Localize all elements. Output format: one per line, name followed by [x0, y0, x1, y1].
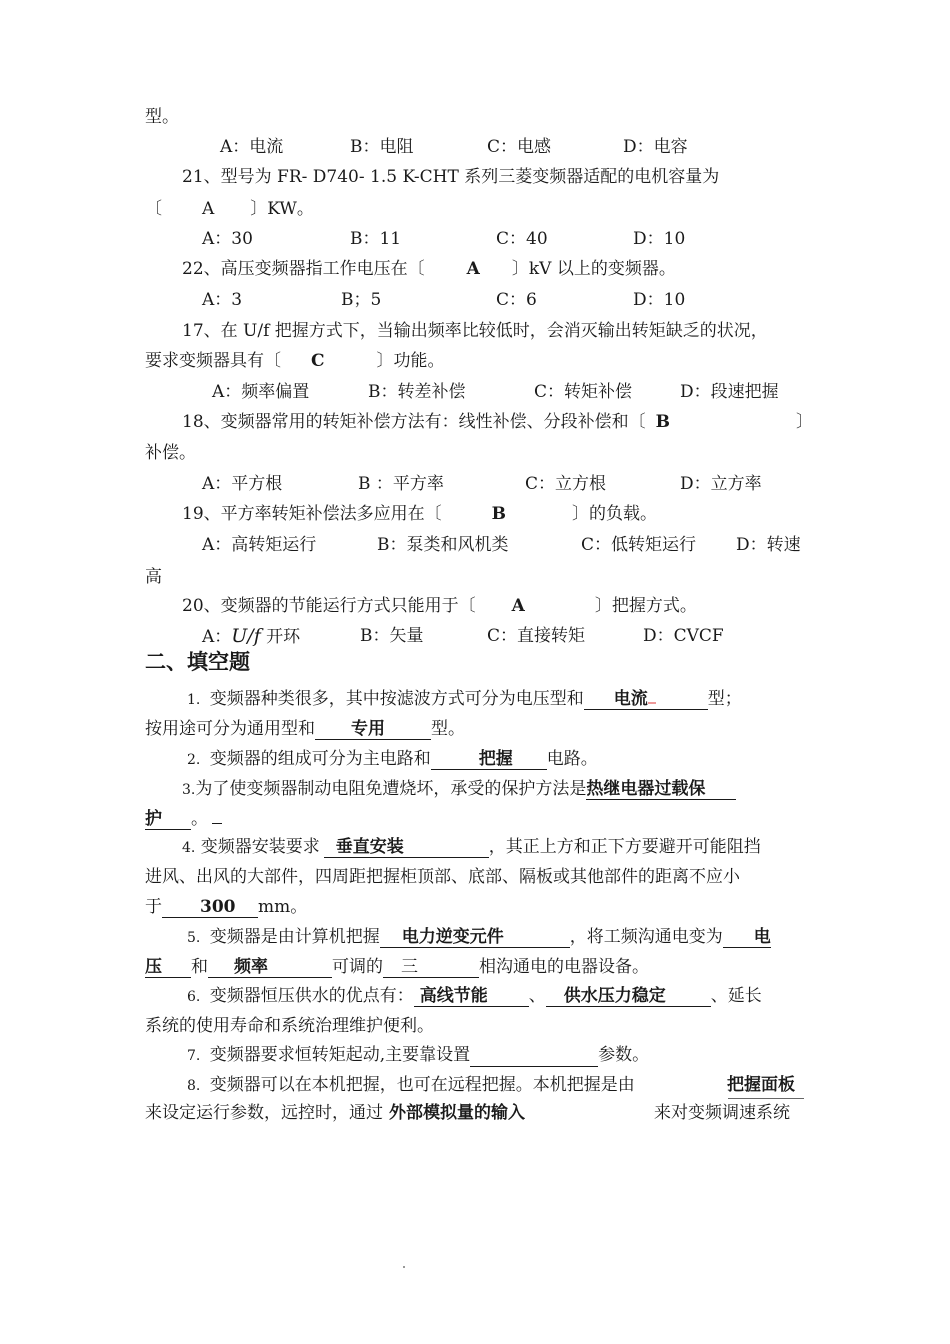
stem-prefix: 22、高压变频器指工作电压在〔 — [182, 259, 425, 279]
option-d: D：10 — [633, 290, 686, 310]
fill-6-text: 变频器恒压供水的优点有： — [209, 986, 414, 1006]
stray-underline — [212, 823, 222, 824]
fill-3-line1 — [182, 778, 736, 801]
fill-3-line2 — [145, 808, 222, 830]
option-d-wrap: 高 — [145, 567, 162, 587]
fill-5-text-2: ，将工频沟通电变为 — [569, 927, 723, 947]
fill-question-7 — [187, 1044, 649, 1067]
option-d: D：立方率 — [680, 474, 762, 494]
fill-2-text: 变频器的组成可分为主电路和 — [209, 749, 431, 769]
answer: C — [311, 351, 325, 371]
option-a: A：频率偏置 — [212, 382, 310, 402]
fill-8-line1 — [187, 1074, 635, 1097]
option-b: B：矢量 — [360, 626, 424, 646]
fill-5-text-4: 可调的 — [332, 957, 383, 977]
item-number: 1. — [187, 692, 201, 708]
stem-prefix: 20、变频器的节能运行方式只能用于〔 — [182, 596, 476, 616]
fill-5-line1 — [187, 926, 771, 949]
item-number: 7. — [187, 1048, 201, 1064]
option-b: B ：平方率 — [358, 474, 444, 494]
option-a-formula: U/f — [231, 625, 261, 647]
option-c: C：低转矩运行 — [581, 535, 697, 555]
option-a: A：平方根 — [202, 474, 283, 494]
item-number: 6. — [187, 989, 201, 1005]
option-b: B：11 — [350, 229, 402, 249]
fill-4-blank-2[interactable]: 300 — [162, 897, 258, 918]
option-d: D：CVCF — [643, 626, 724, 646]
close-bracket: 〕 — [796, 412, 813, 432]
answer: A — [202, 199, 215, 219]
fill-3-blank-1a[interactable]: 热继电器过载保 — [586, 779, 736, 800]
option-b: B：泵类和风机类 — [377, 535, 509, 555]
option-a: A：电流 — [220, 137, 284, 157]
fill-4-text-2: ，其正上方和正下方要避开可能阻挡 — [488, 837, 761, 857]
option-b: B：转差补偿 — [368, 382, 466, 402]
prev-question-tail: 型。 — [145, 107, 179, 127]
fill-4-line3 — [145, 896, 307, 918]
footer-mark — [403, 1266, 405, 1268]
question-21-answer-line — [145, 198, 314, 220]
fill-3-text: 为了使变频器制动电阻免遭烧坏，承受的保护方法是 — [195, 779, 587, 799]
fill-6-blank-2[interactable]: 供水压力稳定 — [546, 986, 711, 1007]
option-a-label: A： — [202, 627, 232, 647]
answer: B — [655, 412, 671, 432]
option-d: D：段速把握 — [680, 382, 779, 402]
option-a — [202, 625, 300, 648]
close-bracket-unit: 〕KW。 — [250, 199, 314, 219]
item-number: 5. — [187, 930, 201, 946]
stem-prefix: 19、平方率转矩补偿法多应用在〔 — [182, 504, 442, 524]
open-bracket: 〔 — [145, 199, 162, 219]
item-number: 4. — [182, 840, 196, 856]
fill-5-blank-3[interactable]: 频率 — [208, 957, 332, 978]
fill-6-text-2: 、延长 — [710, 986, 762, 1006]
fill-3-blank-1b[interactable]: 护 — [145, 809, 191, 830]
fill-5-blank-2b[interactable]: 压 — [145, 957, 191, 978]
fill-1-line1 — [187, 688, 742, 711]
option-c: C：6 — [496, 290, 537, 310]
fill-8-text-3: 来对变频调速系统 — [654, 1103, 790, 1123]
question-17-stem: 17、在 U/f 把握方式下，当输出频率比较低时，会消灭输出转矩缺乏的状况， — [182, 321, 768, 341]
fill-1-text-3: 按用途可分为通用型和 — [145, 719, 315, 739]
option-c: C：直接转矩 — [487, 626, 586, 646]
question-19-stem — [182, 503, 657, 525]
fill-1-line2 — [145, 718, 465, 740]
stem-prefix: 要求变频器具有〔 — [145, 351, 281, 371]
fill-7-text: 变频器要求恒转矩起动,主要靠设置 — [209, 1045, 471, 1065]
answer: A — [466, 259, 480, 279]
spellcheck-mark — [648, 702, 656, 704]
fill-4-text-4: mm。 — [258, 897, 308, 917]
fill-5-text-3: 和 — [191, 957, 208, 977]
fill-1-text: 变频器种类很多，其中按滤波方式可分为电压型和 — [209, 689, 584, 709]
item-number: 2. — [187, 752, 201, 768]
item-number: 3. — [182, 782, 196, 798]
fill-8-line2 — [145, 1102, 525, 1124]
answer: B — [491, 504, 507, 524]
separator: 、 — [528, 986, 546, 1006]
option-c: C：电感 — [487, 137, 552, 157]
option-d: D：电容 — [623, 137, 688, 157]
fill-6-line1 — [187, 985, 762, 1008]
stem-suffix: 〕把握方式。 — [594, 596, 697, 616]
fill-7-blank-1[interactable] — [470, 1046, 598, 1067]
question-18-wrap: 补偿。 — [145, 443, 196, 463]
fill-5-line2 — [145, 956, 649, 978]
fill-6-blank-1[interactable]: 高线节能 — [414, 986, 529, 1007]
option-a: A：3 — [202, 290, 243, 310]
option-c: C：立方根 — [525, 474, 607, 494]
fill-8-text-2: 来设定运行参数，远控时，通过 — [145, 1103, 383, 1123]
fill-1-text-2: 型； — [707, 689, 742, 709]
fill-8-blank-1[interactable]: 把握面板 — [727, 1075, 795, 1095]
question-21-stem: 21、型号为 FR- D740- 1.5 K-CHT 系列三菱变频器适配的电机容量为 — [182, 167, 720, 187]
fill-1-text-4: 型。 — [431, 719, 465, 739]
fill-6-line2: 系统的使用寿命和系统治理维护便利。 — [145, 1016, 434, 1036]
fill-2-blank-1[interactable]: 把握 — [431, 749, 547, 770]
option-c: C：40 — [496, 229, 548, 249]
stem-prefix: 18、变频器常用的转矩补偿方法有：线性补偿、分段补偿和〔 — [182, 412, 646, 432]
fill-2-text-2: 电路。 — [546, 749, 598, 769]
fill-5-blank-4[interactable]: 三 — [383, 957, 479, 978]
question-20-stem — [182, 595, 697, 617]
fill-4-line1 — [182, 836, 761, 859]
section-heading: 二、填空题 — [145, 650, 250, 674]
fill-8-blank-2[interactable]: 外部模拟量的输入 — [389, 1103, 525, 1123]
option-a: A：高转矩运行 — [202, 535, 317, 555]
fill-4-line2: 进风、出风的大部件，四周距把握柜顶部、底部、隔板或其他部件的距离不应小 — [145, 867, 740, 887]
option-a-text: 开环 — [260, 627, 301, 647]
option-a: A：30 — [202, 229, 253, 249]
fill-4-text: 变频器安装要求 — [200, 837, 320, 857]
option-b: B：电阻 — [350, 137, 414, 157]
stem-suffix: 〕kV 以上的变频器。 — [511, 259, 676, 279]
option-d: D：转速 — [736, 535, 801, 555]
fill-8-blank-1-underline — [728, 1098, 804, 1099]
option-c: C：转矩补偿 — [534, 382, 633, 402]
blank-value: 电流 — [613, 689, 648, 709]
fill-5-blank-1[interactable]: 电力逆变元件 — [380, 927, 570, 948]
question-18-stem — [182, 411, 670, 433]
option-d: D：10 — [633, 229, 686, 249]
answer: A — [511, 596, 525, 616]
fill-3-text-2: 。 — [191, 809, 208, 829]
fill-5-text-5: 相沟通电的电器设备。 — [479, 957, 649, 977]
stem-suffix: 〕的负载。 — [572, 504, 658, 524]
fill-5-blank-2a[interactable]: 电 — [723, 927, 771, 948]
option-b: B；5 — [341, 290, 382, 310]
fill-8-text: 变频器可以在本机把握，也可在远程把握。本机把握是由 — [209, 1075, 635, 1095]
stem-suffix: 〕功能。 — [376, 351, 445, 371]
fill-4-blank-1[interactable]: 垂直安装 — [324, 837, 489, 858]
fill-1-blank-2[interactable]: 专用 — [315, 719, 431, 740]
question-22-stem — [182, 258, 676, 280]
fill-4-text-3: 于 — [145, 897, 162, 917]
fill-5-text: 变频器是由计算机把握 — [209, 927, 380, 947]
fill-7-text-2: 参数。 — [598, 1045, 650, 1065]
item-number: 8. — [187, 1078, 201, 1094]
fill-1-blank-1[interactable] — [584, 689, 708, 710]
fill-question-2 — [187, 748, 598, 771]
question-17-answer-line — [145, 350, 445, 372]
